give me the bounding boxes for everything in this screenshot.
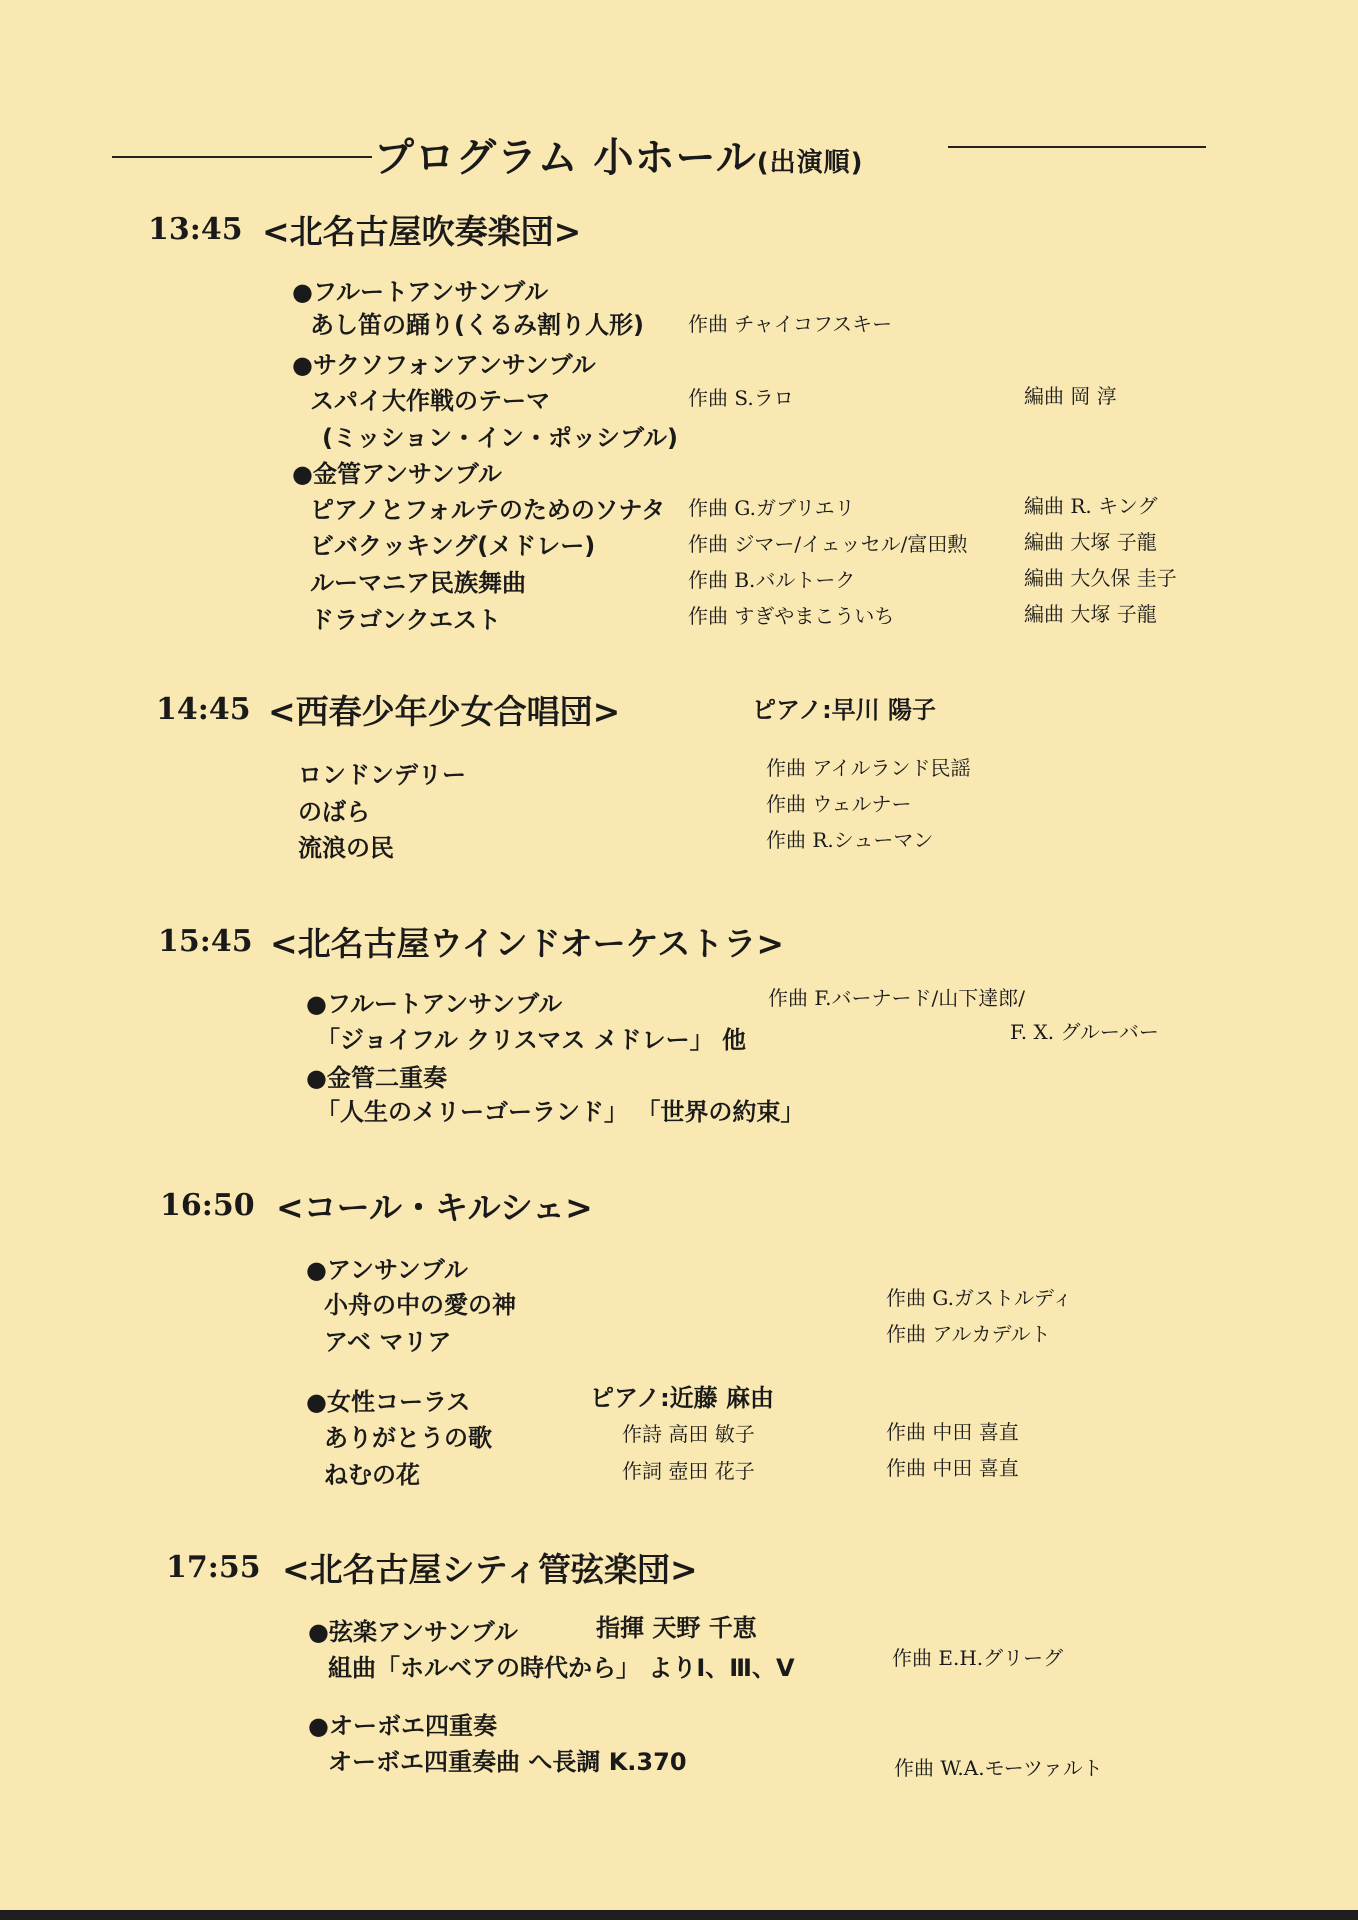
piece-title: 「人生のメリーゴーランド」 「世界の約束」 [316,1098,805,1126]
piece-title: ビバクッキング(メドレー) [310,532,596,560]
piece-title: スパイ大作戦のテーマ [310,387,550,415]
section-group: <北名古屋ウインドオーケストラ> [270,924,785,963]
category-heading: ●フルートアンサンブル [306,990,563,1018]
composer-credit: 作曲 G.ガブリエリ [688,496,855,520]
composer-credit: 作曲 B.バルトーク [688,568,856,592]
section-group: <コール・キルシェ> [276,1188,593,1227]
piece-title: アベ マリア [324,1328,452,1356]
section-time: 16:50 [160,1188,255,1223]
piece-title: のばら [298,798,370,826]
section-time: 13:45 [148,212,243,247]
pianist-credit: ピアノ:早川 陽子 [752,696,937,724]
page-title [374,126,864,183]
pianist-credit: ピアノ:近藤 麻由 [590,1384,775,1412]
piece-title: 小舟の中の愛の神 [324,1291,516,1319]
composer-credit: 作曲 E.H.グリーグ [892,1646,1064,1670]
composer-credit: 作曲 F.バーナード/山下達郎/ [768,986,1025,1010]
piece-title: あし笛の踊り(くるみ割り人形) [310,311,644,339]
composer-credit: 作曲 中田 喜直 [886,1420,1019,1444]
section-group: <北名古屋シティ管弦楽団> [282,1550,698,1589]
piece-title: ありがとうの歌 [324,1424,492,1452]
category-heading: ●金管二重奏 [306,1064,447,1092]
composer-credit: 作曲 アルカデルト [886,1322,1051,1346]
piece-title: ルーマニア民族舞曲 [310,569,526,597]
category-heading: ●アンサンブル [306,1256,468,1284]
composer-credit: 作曲 R.シューマン [766,828,934,852]
composer-credit: 作曲 ウェルナー [766,792,912,816]
category-heading: ●金管アンサンブル [292,460,502,488]
arranger-credit: 編曲 大塚 子龍 [1024,530,1157,554]
composer-credit-cont: F. X. グルーバー [1010,1020,1159,1044]
piece-title: オーボエ四重奏曲 へ長調 K.370 [328,1748,687,1776]
category-heading: ●弦楽アンサンブル [308,1618,518,1646]
order-note: (出演順) [756,148,864,178]
composer-credit: 作曲 チャイコフスキー [688,312,893,336]
piece-title: ロンドンデリー [298,761,466,789]
composer-credit: 作曲 アイルランド民謡 [766,756,971,780]
section-time: 17:55 [166,1550,261,1585]
composer-credit: 作曲 W.A.モーツァルト [894,1756,1103,1780]
section-group: <北名古屋吹奏楽団> [262,212,582,251]
composer-credit: 作曲 すぎやまこういち [688,604,895,628]
section-time: 15:45 [158,924,253,959]
piece-title: ねむの花 [324,1461,420,1489]
piece-title: ドラゴンクエスト [310,606,502,634]
category-heading: ●フルートアンサンブル [292,278,549,306]
lyricist-credit: 作詞 壺田 花子 [622,1459,755,1483]
composer-credit: 作曲 中田 喜直 [886,1456,1019,1480]
composer-credit: 作曲 ジマー/イェッセル/富田勲 [688,532,968,556]
conductor-credit: 指揮 天野 千恵 [596,1614,757,1642]
category-heading: ●サクソフォンアンサンブル [292,351,596,379]
piece-subtitle: (ミッション・イン・ポッシブル) [322,424,679,452]
arranger-credit: 編曲 R. キング [1024,494,1158,518]
composer-credit: 作曲 S.ラロ [688,386,794,410]
piece-title: 流浪の民 [298,834,394,862]
scan-bottom-edge [0,1910,1358,1920]
title-text: プログラム 小ホール [374,135,757,181]
lyricist-credit: 作詩 高田 敏子 [622,1422,755,1446]
category-heading: ●オーボエ四重奏 [308,1712,497,1740]
section-time: 14:45 [156,692,251,727]
arranger-credit: 編曲 大塚 子龍 [1024,602,1157,626]
section-group: <西春少年少女合唱団> [268,692,621,731]
piece-title: 「ジョイフル クリスマス メドレー」 他 [316,1026,746,1054]
header-rule-left [112,156,372,158]
composer-credit: 作曲 G.ガストルディ [886,1286,1073,1310]
arranger-credit: 編曲 岡 淳 [1024,384,1117,408]
arranger-credit: 編曲 大久保 圭子 [1024,566,1177,590]
piece-title: ピアノとフォルテのためのソナタ [310,496,666,524]
header-rule-right [948,146,1206,148]
piece-title: 組曲「ホルベアの時代から」 よりⅠ、Ⅲ、Ⅴ [328,1654,795,1682]
category-heading: ●女性コーラス [306,1388,471,1416]
